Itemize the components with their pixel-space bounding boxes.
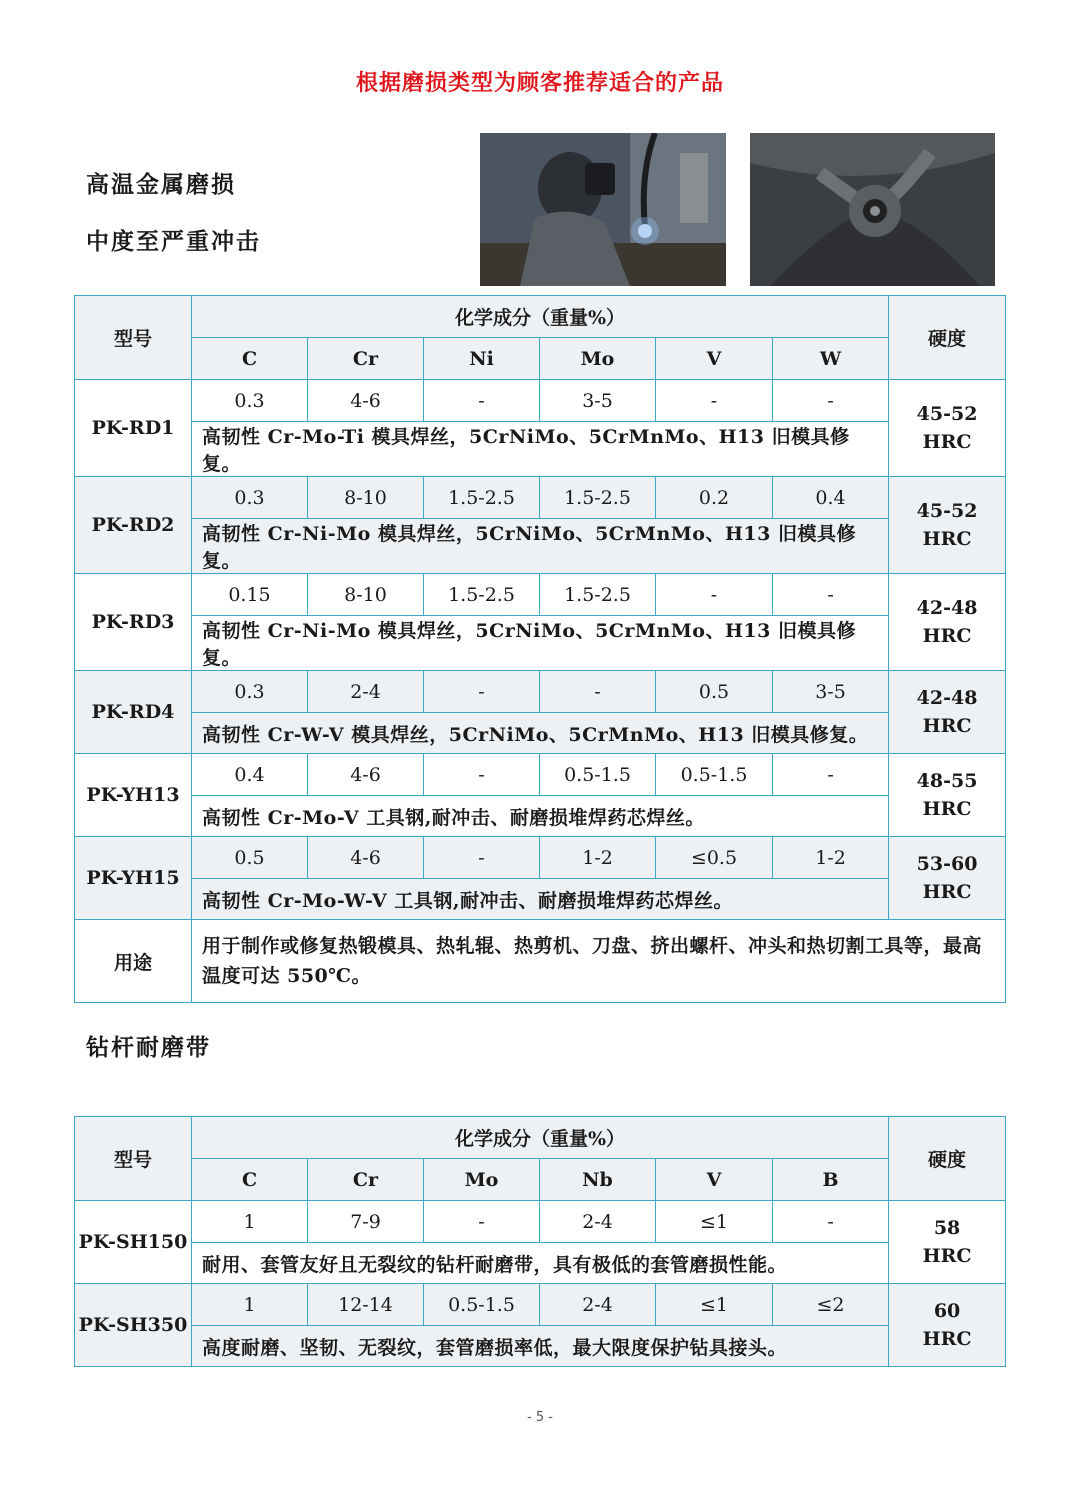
value-cell: 0.2 (656, 477, 773, 519)
value-cell: - (773, 574, 889, 616)
value-cell: - (424, 837, 540, 879)
value-cell: 0.5-1.5 (656, 754, 773, 796)
model-cell: PK-SH350 (75, 1284, 192, 1367)
value-cell: - (773, 380, 889, 422)
value-cell: - (424, 1201, 540, 1243)
model-cell: PK-RD2 (75, 477, 192, 574)
worn-metal-photo (750, 133, 995, 286)
hardness-unit: HRC (922, 1245, 972, 1267)
element-header: Cr (308, 338, 424, 380)
value-cell: 4-6 (308, 754, 424, 796)
value-cell: 1.5-2.5 (424, 477, 540, 519)
value-cell: 0.15 (192, 574, 308, 616)
drill-pipe-hardbanding-table (74, 1116, 1006, 1367)
hardness-value: 45-52 (916, 500, 978, 522)
model-cell: PK-RD4 (75, 671, 192, 754)
value-cell: - (773, 1201, 889, 1243)
value-cell: 0.3 (192, 380, 308, 422)
composition-header: 化学成分（重量%） (192, 1117, 889, 1159)
description-cell: 高韧性 Cr-Mo-V 工具钢,耐冲击、耐磨损堆焊药芯焊丝。 (192, 796, 889, 837)
hardness-value: 53-60 (916, 853, 978, 875)
hardness-cell (889, 1201, 1006, 1284)
element-header: B (773, 1159, 889, 1201)
value-cell: 1 (192, 1284, 308, 1326)
value-cell: 4-6 (308, 837, 424, 879)
value-cell: 8-10 (308, 477, 424, 519)
value-cell: ≤1 (656, 1284, 773, 1326)
hardness-cell (889, 477, 1006, 574)
model-header: 型号 (75, 1117, 192, 1201)
usage-text: 用于制作或修复热锻模具、热轧辊、热剪机、刀盘、挤出螺杆、冲头和热切割工具等，最高温度可达 550℃。 (192, 920, 1006, 1003)
value-cell: 7-9 (308, 1201, 424, 1243)
value-cell: - (656, 380, 773, 422)
hardness-cell (889, 574, 1006, 671)
hardness-value: 42-48 (916, 597, 978, 619)
hardness-unit: HRC (922, 1328, 972, 1350)
hardness-unit: HRC (922, 881, 972, 903)
element-header: W (773, 338, 889, 380)
welder-photo (480, 133, 726, 286)
value-cell: 0.4 (192, 754, 308, 796)
usage-label: 用途 (75, 920, 192, 1003)
description-cell: 高度耐磨、坚韧、无裂纹，套管磨损率低，最大限度保护钻具接头。 (192, 1326, 889, 1367)
description-cell: 高韧性 Cr-Ni-Mo 模具焊丝，5CrNiMo、5CrMnMo、H13 旧模具修复。 (192, 519, 889, 574)
value-cell: 0.3 (192, 477, 308, 519)
hardness-value: 42-48 (916, 687, 978, 709)
composition-header: 化学成分（重量%） (192, 296, 889, 338)
value-cell: 8-10 (308, 574, 424, 616)
value-cell: 12-14 (308, 1284, 424, 1326)
model-cell: PK-SH150 (75, 1201, 192, 1284)
value-cell: 4-6 (308, 380, 424, 422)
page-title: 根据磨损类型为顾客推荐适合的产品 (355, 71, 724, 96)
hardness-cell (889, 837, 1006, 920)
element-header: Ni (424, 338, 540, 380)
hardness-unit: HRC (922, 715, 972, 737)
value-cell: 0.5-1.5 (540, 754, 656, 796)
hardness-value: 45-52 (916, 403, 978, 425)
model-cell: PK-RD1 (75, 380, 192, 477)
value-cell: 2-4 (540, 1201, 656, 1243)
value-cell: - (773, 754, 889, 796)
description-cell: 高韧性 Cr-Mo-W-V 工具钢,耐冲击、耐磨损堆焊药芯焊丝。 (192, 879, 889, 920)
hardness-unit: HRC (922, 798, 972, 820)
description-cell: 高韧性 Cr-W-V 模具焊丝，5CrNiMo、5CrMnMo、H13 旧模具修复。 (192, 713, 889, 754)
section-heading-drill-pipe: 钻杆耐磨带 (86, 1034, 211, 1061)
model-cell: PK-YH15 (75, 837, 192, 920)
value-cell: - (424, 754, 540, 796)
value-cell: 1-2 (540, 837, 656, 879)
value-cell: ≤1 (656, 1201, 773, 1243)
value-cell: 0.5-1.5 (424, 1284, 540, 1326)
hardness-value: 58 (933, 1217, 961, 1239)
value-cell: 0.5 (192, 837, 308, 879)
value-cell: - (656, 574, 773, 616)
model-header: 型号 (75, 296, 192, 380)
section-heading-impact: 中度至严重冲击 (86, 228, 261, 255)
model-cell: PK-RD3 (75, 574, 192, 671)
value-cell: 0.3 (192, 671, 308, 713)
value-cell: 1.5-2.5 (540, 574, 656, 616)
hardness-cell (889, 671, 1006, 754)
element-header: C (192, 338, 308, 380)
element-header: Nb (540, 1159, 656, 1201)
page-number: - 5 - (527, 1410, 553, 1425)
value-cell: 1.5-2.5 (424, 574, 540, 616)
element-header: V (656, 1159, 773, 1201)
description-cell: 高韧性 Cr-Mo-Ti 模具焊丝，5CrNiMo、5CrMnMo、H13 旧模具修复。 (192, 422, 889, 477)
value-cell: ≤2 (773, 1284, 889, 1326)
element-header: Mo (540, 338, 656, 380)
value-cell: - (540, 671, 656, 713)
hardness-value: 48-55 (916, 770, 978, 792)
value-cell: 1 (192, 1201, 308, 1243)
high-temp-wear-table (74, 295, 1006, 1003)
hardness-unit: HRC (922, 431, 972, 453)
value-cell: ≤0.5 (656, 837, 773, 879)
description-cell: 耐用、套管友好且无裂纹的钻杆耐磨带，具有极低的套管磨损性能。 (192, 1243, 889, 1284)
element-header: V (656, 338, 773, 380)
value-cell: 0.5 (656, 671, 773, 713)
value-cell: 2-4 (540, 1284, 656, 1326)
value-cell: 2-4 (308, 671, 424, 713)
hardness-value: 60 (933, 1300, 961, 1322)
hardness-header: 硬度 (889, 1117, 1006, 1201)
hardness-cell (889, 380, 1006, 477)
element-header: Mo (424, 1159, 540, 1201)
description-cell: 高韧性 Cr-Ni-Mo 模具焊丝，5CrNiMo、5CrMnMo、H13 旧模具修复。 (192, 616, 889, 671)
value-cell: 3-5 (540, 380, 656, 422)
value-cell: 0.4 (773, 477, 889, 519)
value-cell: 1.5-2.5 (540, 477, 656, 519)
hardness-cell (889, 1284, 1006, 1367)
model-cell: PK-YH13 (75, 754, 192, 837)
section-heading-high-temp: 高温金属磨损 (86, 171, 236, 198)
hardness-header: 硬度 (889, 296, 1006, 380)
hardness-unit: HRC (922, 528, 972, 550)
value-cell: - (424, 671, 540, 713)
value-cell: - (424, 380, 540, 422)
element-header: Cr (308, 1159, 424, 1201)
hardness-unit: HRC (922, 625, 972, 647)
value-cell: 3-5 (773, 671, 889, 713)
hardness-cell (889, 754, 1006, 837)
value-cell: 1-2 (773, 837, 889, 879)
element-header: C (192, 1159, 308, 1201)
